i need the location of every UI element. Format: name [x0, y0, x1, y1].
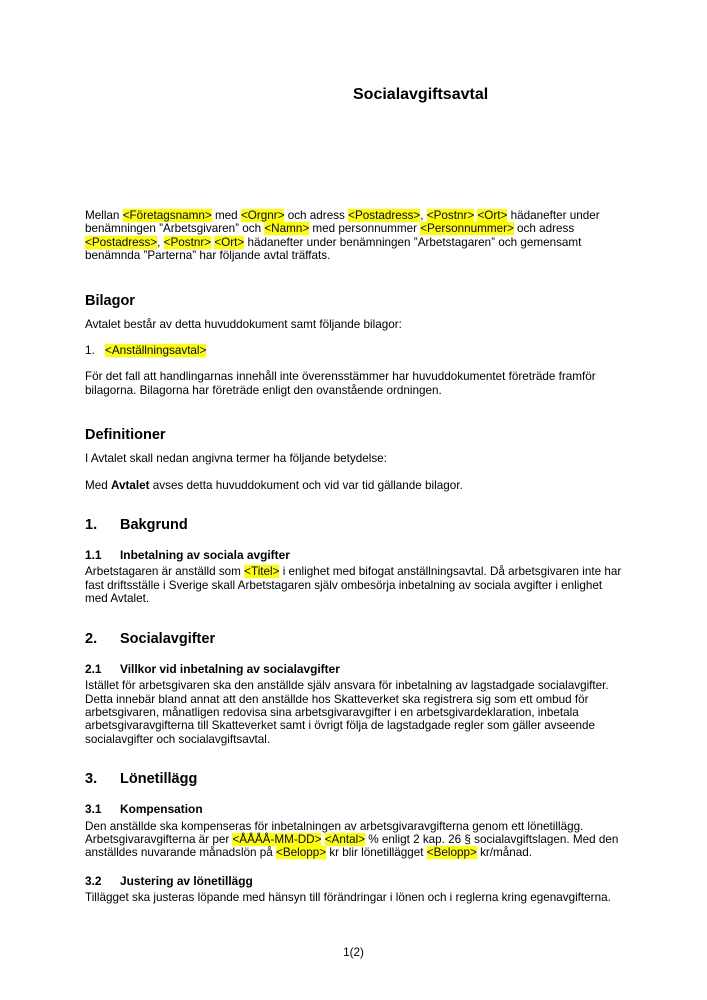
text-run: % enligt 2 kap. 26 § socialavgiftslagen. Med den anställdes nuvarande månadslön på: [85, 832, 619, 860]
heading-number: 3.2: [85, 873, 102, 888]
sub-heading-kompensation: [85, 803, 622, 816]
section-heading-bilagor: Bilagor: [85, 292, 135, 309]
text-run: Mellan: [85, 209, 123, 222]
page-number: 1(2): [343, 946, 364, 959]
list-text: [105, 344, 206, 357]
numbered-heading-lonetillagg: [85, 771, 622, 788]
heading-number: 3.1: [85, 802, 102, 817]
document-body: [85, 209, 622, 918]
placeholder-postnr: <Postnr>: [426, 209, 475, 222]
heading-text: Inbetalning av sociala avgifter: [120, 548, 290, 563]
placeholder-personnummer: <Personnummer>: [420, 222, 514, 236]
text-run: I Avtalet skall nedan angivna termer ha följande betydelse:: [85, 452, 387, 466]
heading-number: 2.: [85, 630, 98, 647]
placeholder-ort: <Ort>: [214, 235, 245, 249]
placeholder-titel: <Titel>: [244, 565, 280, 579]
text-run: Arbetstagaren är anställd som: [85, 565, 245, 579]
placeholder-belopp: <Belopp>: [276, 846, 327, 860]
paragraph: [85, 679, 622, 746]
placeholder-postadress: <Postadress>: [85, 235, 158, 249]
paragraph: [85, 370, 622, 397]
heading-text: Kompensation: [120, 802, 203, 817]
paragraph: [85, 318, 622, 331]
heading-number: 2.1: [85, 661, 102, 676]
paragraph: [85, 452, 622, 465]
sub-heading-justering-av-lonetillagg: [85, 875, 622, 888]
text-run: kr blir lönetillägget: [326, 846, 427, 860]
bold-term: Avtalet: [110, 478, 150, 492]
sub-heading-inbetalning-av-sociala-avgifter: [85, 549, 622, 562]
heading-text: Lönetillägg: [120, 771, 198, 788]
placeholder-anstallningsavtal: <Anställningsavtal>: [105, 344, 207, 358]
placeholder-belopp: <Belopp>: [426, 846, 477, 860]
heading-number: 3.: [85, 771, 98, 788]
numbered-heading-bakgrund: [85, 517, 622, 534]
text-run: kr/månad.: [476, 846, 533, 860]
placeholder-ort: <Ort>: [477, 209, 508, 222]
paragraph: [85, 891, 622, 904]
intro-paragraph: [85, 209, 622, 263]
paragraph: [85, 479, 622, 492]
text-run: Tillägget ska justeras löpande med hänsyn till förändringar i lönen och i reglerna kring egenavgifterna.: [85, 891, 611, 905]
heading-text: Justering av lönetillägg: [120, 873, 253, 888]
placeholder-postadress: <Postadress>: [348, 209, 421, 222]
text-run: Avtalet består av detta huvuddokument samt följande bilagor:: [85, 317, 402, 331]
text-run: hädanefter under benämningen ”Arbetsgivaren” och: [85, 209, 600, 236]
text-run: i enlighet med bifogat anställningsavtal. Då arbetsgivaren inte har fast driftsställe i Sverige skall Arbetstagaren själv ombesörja inbetalning av sociala avgifter i enlighet med Avtalet.: [85, 565, 622, 606]
text-run: ,: [420, 209, 427, 222]
placeholder-aaaa-mm-dd: <ÅÅÅÅ-MM-DD>: [232, 832, 322, 846]
paragraph: [85, 565, 622, 605]
heading-number: 1.: [85, 517, 98, 534]
text-run: med personnummer: [309, 222, 421, 236]
placeholder-postnr: <Postnr>: [163, 235, 212, 249]
placeholder-namn: <Namn>: [264, 222, 310, 236]
heading-number: 1.1: [85, 548, 102, 563]
paragraph: [85, 820, 622, 860]
text-run: avses detta huvuddokument och vid var tid gällande bilagor.: [149, 478, 463, 492]
text-run: och adress: [513, 222, 575, 236]
placeholder-antal: <Antal>: [324, 832, 365, 846]
placeholder-foretagsnamn: <Företagsnamn>: [122, 209, 212, 222]
text-run: Med: [85, 478, 111, 492]
text-run: med: [211, 209, 241, 222]
sub-heading-villkor-vid-inbetalning-av-socialavgifter: [85, 663, 622, 676]
text-run: ,: [157, 235, 164, 249]
placeholder-orgnr: <Orgnr>: [240, 209, 285, 222]
text-run: Istället för arbetsgivaren ska den anställde själv ansvara för inbetalning av lagstadgade socialavgifter. Detta innebär bland annat att den anställde hos Skatteverket ska registrera sig som ett ombud för arbetsgivaren, månatligen redovisa sina arbetsgivaravgifter i en arbetsgivardeklaration, inbetala arbetsgivaravgifterna till Skatteverket samt i övrigt följa de lagstadgade regler som gäller avseende socialavgifter och socialavgiftsavtal.: [85, 679, 609, 746]
heading-text: Bakgrund: [120, 517, 188, 534]
document-title: Socialavgiftsavtal: [353, 86, 489, 103]
list-number: 1.: [85, 344, 95, 358]
section-heading-definitioner: Definitioner: [85, 427, 166, 444]
attachment-list-item: [85, 344, 622, 357]
text-run: För det fall att handlingarnas innehåll inte överensstämmer har huvuddokumentet företräde framför bilagorna. Bilagorna har företräde enligt den ovanstående ordningen.: [85, 370, 596, 397]
text-run: Den anställde ska kompenseras för inbetalningen av arbetsgivaravgifterna genom ett lönetillägg. Arbetsgivaravgifterna är per: [85, 819, 584, 846]
numbered-heading-socialavgifter: [85, 631, 622, 648]
text-run: hädanefter under benämningen ”Arbetstagaren” och gemensamt benämnda ”Parterna” har följande avtal träffats.: [85, 235, 582, 263]
text-run: och adress: [284, 209, 349, 222]
heading-text: Villkor vid inbetalning av socialavgifter: [120, 661, 340, 676]
heading-text: Socialavgifter: [120, 630, 216, 647]
